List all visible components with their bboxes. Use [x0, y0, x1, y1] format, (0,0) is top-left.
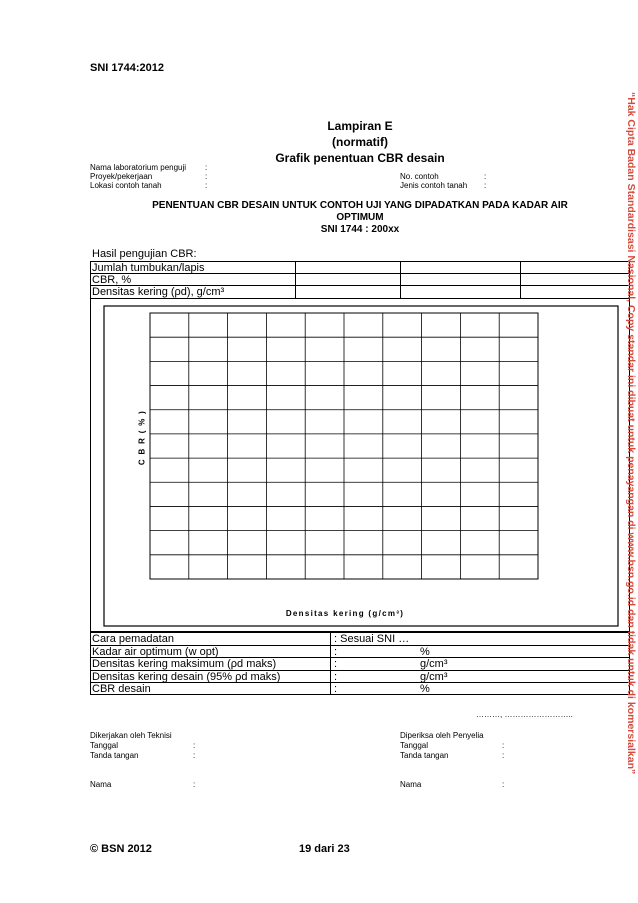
technician-sign-label: Tanda tangan	[90, 751, 139, 760]
technician-date-colon: :	[193, 741, 196, 750]
soil-type-colon: :	[484, 181, 487, 190]
supervisor-sign-colon: :	[502, 751, 505, 760]
supervisor-sign-label: Tanda tangan	[400, 751, 449, 760]
location-label: Lokasi contoh tanah	[90, 181, 162, 190]
row-label-blows: Jumlah tumbukan/lapis	[92, 262, 205, 274]
appendix-title: Lampiran E	[327, 119, 393, 133]
supervisor-date-label: Tanggal	[400, 741, 429, 750]
x-axis-label: Densitas kering (g/cm³)	[285, 609, 405, 618]
technician-name-colon: :	[193, 780, 196, 789]
copyright: © BSN 2012	[90, 843, 152, 855]
location-colon: :	[205, 181, 208, 190]
design-cbr-unit: %	[420, 683, 430, 695]
supervisor-name-label: Nama	[400, 780, 422, 789]
form-title-line3: SNI 1744 : 200xx	[320, 224, 400, 235]
results-heading: Hasil pengujian CBR:	[92, 248, 197, 260]
lab-colon: :	[205, 163, 208, 172]
appendix-name: Grafik penentuan CBR desain	[275, 151, 445, 165]
supervisor-name-colon: :	[502, 780, 505, 789]
place-date: ………, ……………………..	[476, 710, 573, 719]
supervisor-title: Diperiksa oleh Penyelia	[400, 731, 484, 740]
sample-no-label: No. contoh	[400, 172, 439, 181]
appendix-type: (normatif)	[332, 135, 388, 149]
soil-type-label: Jenis contoh tanah	[400, 181, 468, 190]
lab-label: Nama laboratorium penguji	[90, 163, 187, 172]
project-label: Proyek/pekerjaan	[90, 172, 153, 181]
standard-code: SNI 1744:2012	[90, 62, 164, 74]
col-divider	[330, 632, 331, 695]
moisture-colon: :	[334, 646, 338, 658]
supervisor-date-colon: :	[502, 741, 505, 750]
technician-title: Dikerjakan oleh Teknisi	[90, 731, 172, 740]
design-cbr-label: CBR desain	[92, 683, 151, 695]
form-title-line1: PENENTUAN CBR DESAIN UNTUK CONTOH UJI YANG DIPADATKAN PADA KADAR AIR	[152, 200, 568, 211]
row-label-density: Densitas kering (ρd), g/cm³	[92, 286, 225, 298]
moisture-unit: %	[420, 646, 430, 658]
chart-frame	[104, 306, 618, 626]
technician-date-label: Tanggal	[90, 741, 119, 750]
compaction-value: : Sesuai SNI …	[334, 633, 410, 645]
max-density-label: Densitas kering maksimum (ρd maks)	[92, 658, 277, 670]
design-density-colon: :	[334, 671, 338, 683]
watermark-text: “Hak Cipta Badan Standardisasi Nasional, Copy standar ini dibuat untuk penayangan di www.bsn.go.id dan tidak untuk di komersialkan”	[625, 92, 637, 775]
technician-name-label: Nama	[90, 780, 112, 789]
design-density-unit: g/cm³	[420, 671, 448, 683]
sample-no-colon: :	[484, 172, 487, 181]
chart-grid	[150, 313, 538, 579]
max-density-colon: :	[334, 658, 338, 670]
page-number: 19 dari 23	[299, 843, 350, 855]
technician-sign-colon: :	[193, 751, 196, 760]
max-density-unit: g/cm³	[420, 658, 448, 670]
moisture-label: Kadar air optimum (w opt)	[92, 646, 219, 658]
y-axis-label: C B R ( % )	[137, 409, 147, 466]
form-title-line2: OPTIMUM	[336, 212, 384, 223]
design-density-label: Densitas kering desain (95% ρd maks)	[92, 671, 281, 683]
project-colon: :	[205, 172, 208, 181]
compaction-label: Cara pemadatan	[92, 633, 174, 645]
design-cbr-colon: :	[334, 683, 338, 695]
row-label-cbr: CBR, %	[92, 274, 132, 286]
copyright-watermark	[625, 92, 638, 792]
